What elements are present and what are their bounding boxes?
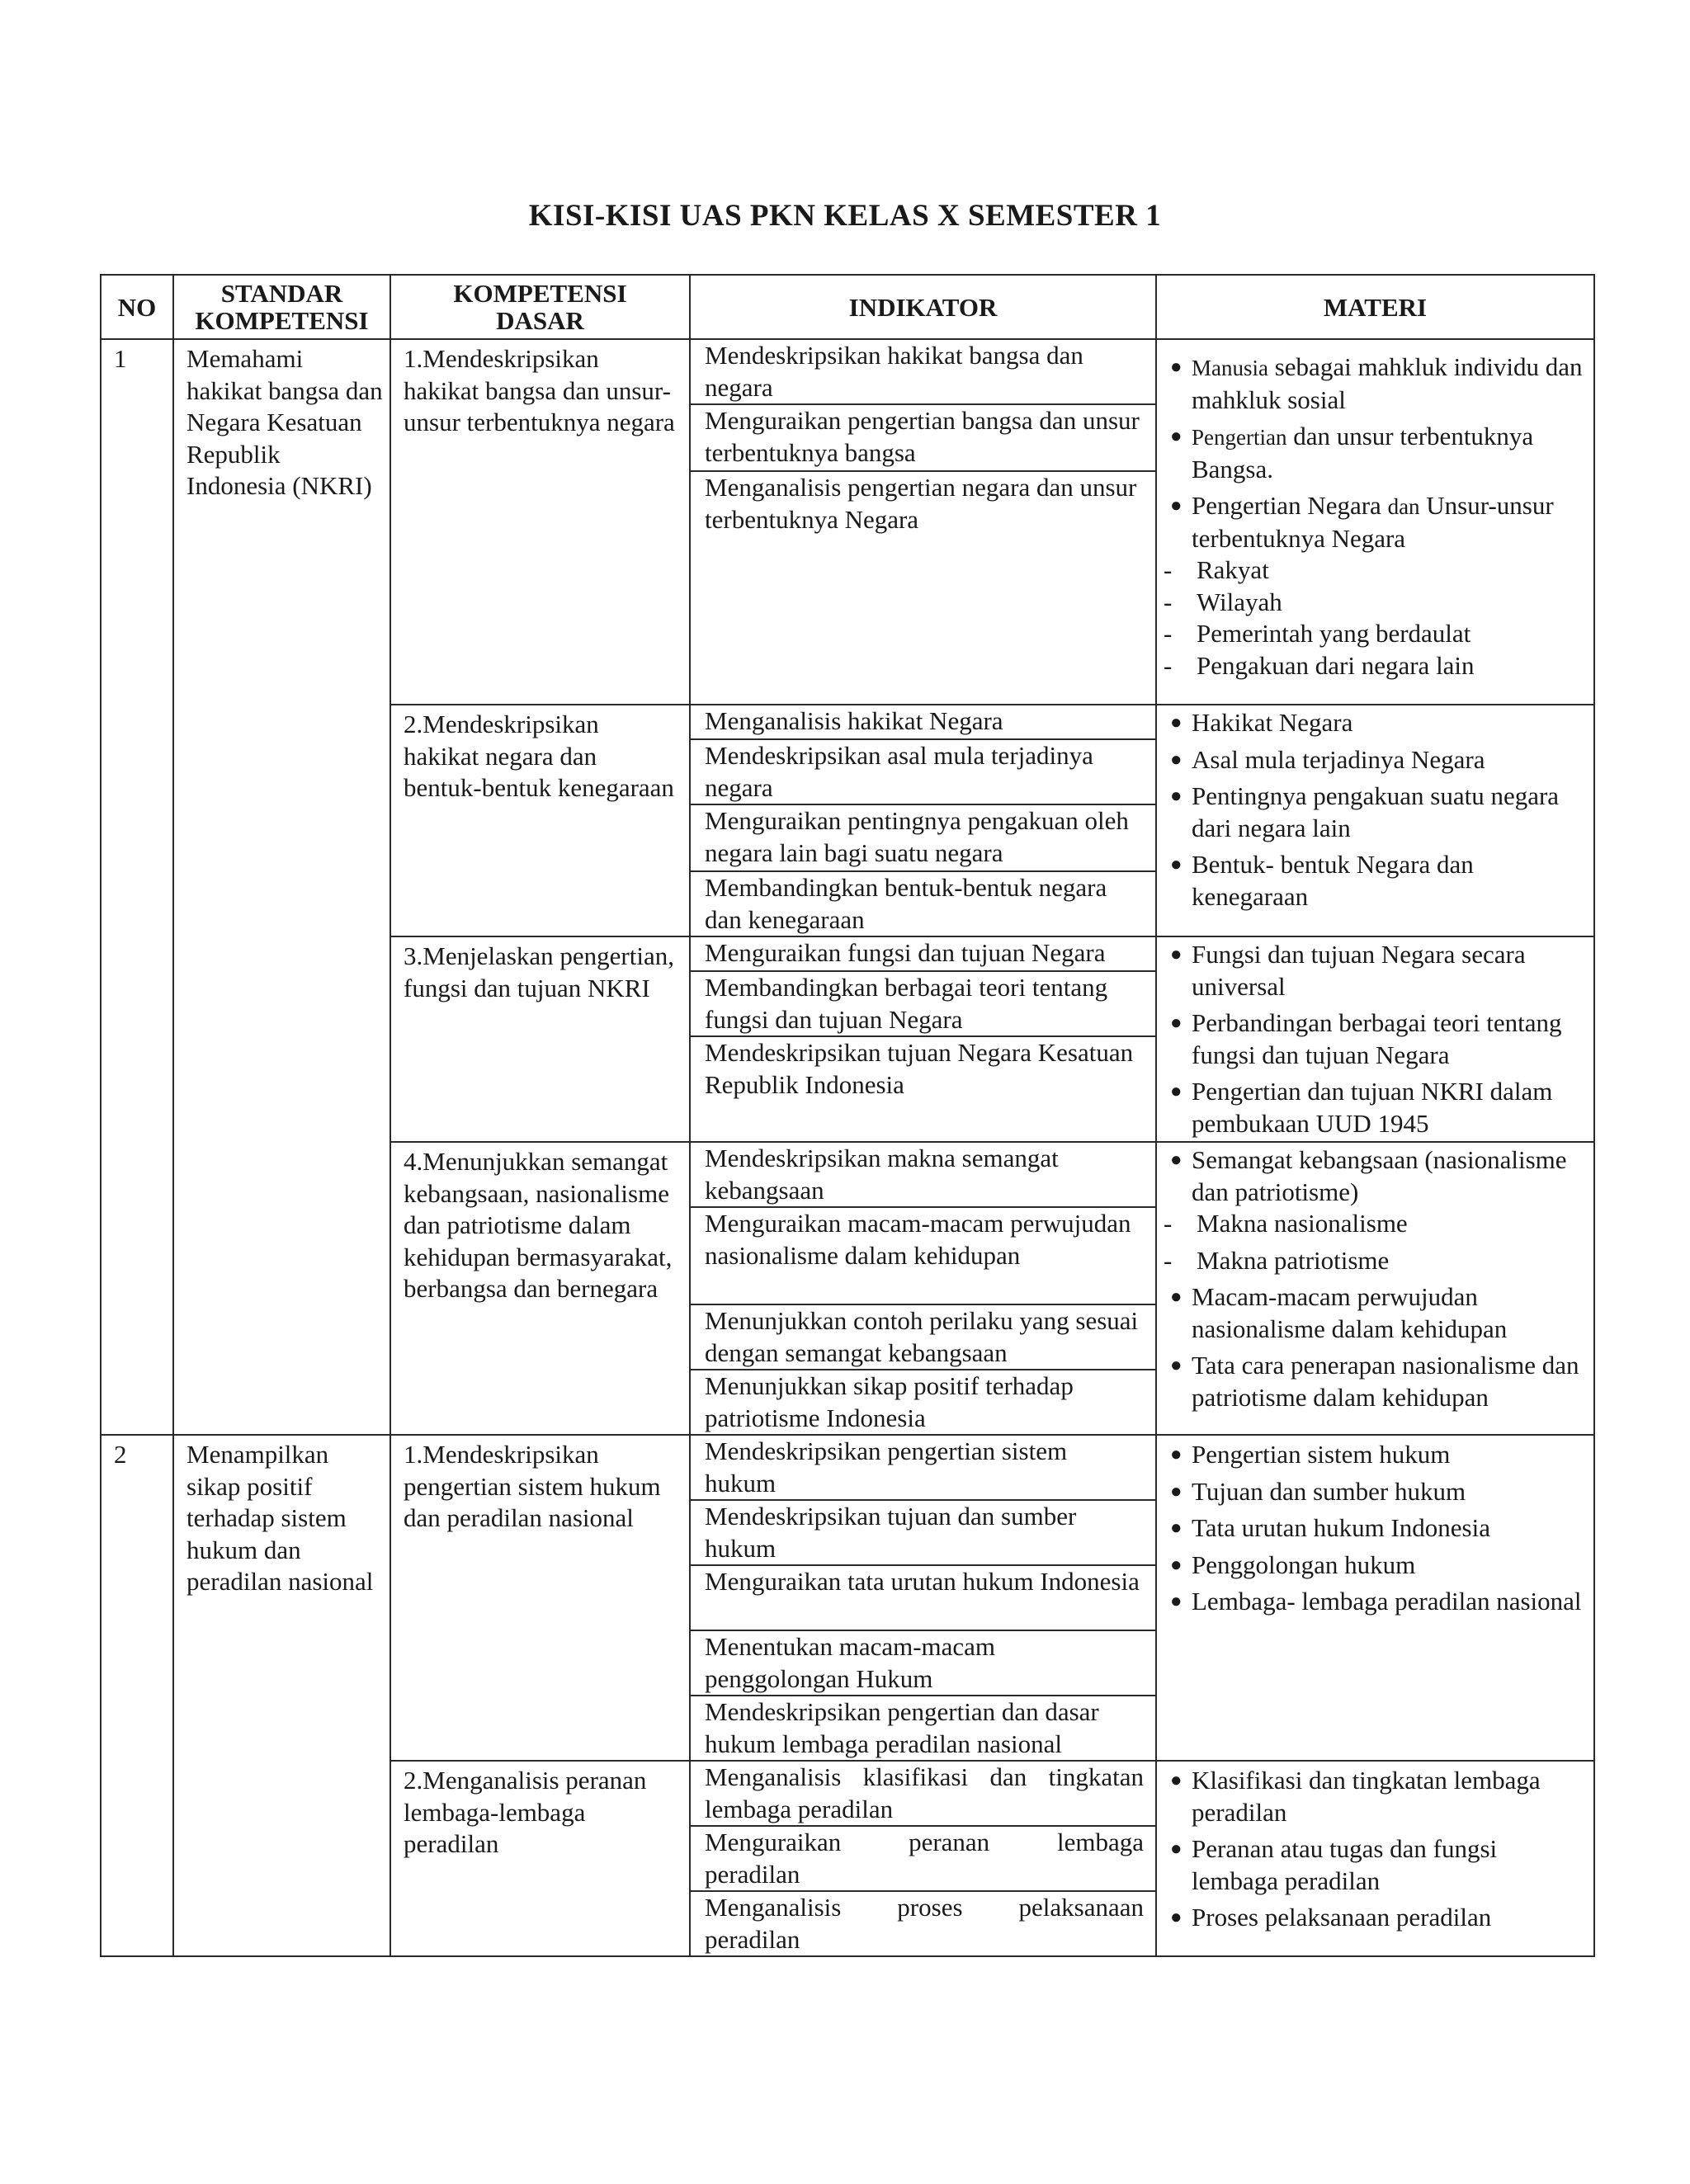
materi-item: ● Pengertian sistem hukum bbox=[1170, 1439, 1587, 1471]
no-cell: 1 bbox=[101, 339, 173, 1435]
bullet-icon: ● bbox=[1170, 944, 1183, 965]
materi-item: ● Pengertian dan tujuan NKRI dalam pembukaan UUD 1945 bbox=[1170, 1077, 1553, 1138]
materi-item: ● Perbandingan berbagai teori tentang fungsi dan tujuan Negara bbox=[1170, 1008, 1562, 1069]
materi-item: ● Bentuk- bentuk Negara dan kenegaraan bbox=[1170, 850, 1474, 911]
standar-kompetensi-cell: Menampilkan sikap positif terhadap sistem hukum dan peradilan nasional bbox=[173, 1435, 390, 1956]
materi-item: ● Hakikat Negara bbox=[1170, 707, 1587, 739]
materi-subitem: - Pemerintah yang berdaulat bbox=[1164, 619, 1471, 648]
indikator-item: Menguraikan pentingnya pengakuan oleh negara lain bagi suatu negara bbox=[691, 805, 1155, 872]
materi-cell bbox=[1156, 1761, 1594, 1956]
bullet-icon: ● bbox=[1170, 1770, 1183, 1791]
materi-item: ● Pengertian dan unsur terbentuknya Bangsa. bbox=[1170, 422, 1534, 483]
kisi-kisi-table bbox=[100, 274, 1595, 1957]
materi-item: ● Asal mula terjadinya Negara bbox=[1170, 744, 1587, 776]
bullet-icon: ● bbox=[1170, 1591, 1183, 1612]
bullet-icon: ● bbox=[1170, 712, 1183, 734]
indikator-item: Mendeskripsikan makna semangat kebangsaan bbox=[691, 1143, 1155, 1208]
materi-item: ● Penggolongan hukum bbox=[1170, 1550, 1587, 1582]
indikator-cell bbox=[690, 1435, 1156, 1761]
indikator-item: Mendeskripsikan tujuan Negara Kesatuan Republik Indonesia bbox=[705, 1038, 1134, 1099]
materi-cell bbox=[1156, 1435, 1594, 1761]
indikator-cell bbox=[690, 339, 1156, 705]
bullet-icon: ● bbox=[1170, 854, 1183, 875]
indikator-item: Mendeskripsikan pengertian dan dasar hukum lembaga peradilan nasional bbox=[705, 1697, 1099, 1758]
materi-cell bbox=[1156, 936, 1594, 1142]
indikator-item: Mendeskripsikan tujuan dan sumber hukum bbox=[691, 1501, 1155, 1566]
bullet-icon: ● bbox=[1170, 1907, 1183, 1928]
indikator-item: Menganalisis klasifikasi dan tingkatan lembaga peradilan bbox=[691, 1762, 1155, 1827]
bullet-icon: ● bbox=[1170, 1355, 1183, 1376]
indikator-item: Menunjukkan sikap positif terhadap patriotisme Indonesia bbox=[705, 1371, 1074, 1432]
indikator-item: Menguraikan peranan lembaga peradilan bbox=[691, 1827, 1155, 1892]
bullet-icon: ● bbox=[1170, 785, 1183, 807]
bullet-icon: ● bbox=[1170, 1838, 1183, 1860]
header-materi: MATERI bbox=[1156, 275, 1594, 339]
indikator-item: Mendeskripsikan asal mula terjadinya negara bbox=[691, 740, 1155, 805]
kompetensi-dasar-cell: 4.Menunjukkan semangat kebangsaan, nasionalisme dan patriotisme dalam kehidupan bermasyarakat, berbangsa dan bernegara bbox=[390, 1142, 690, 1435]
materi-item: ● Manusia sebagai mahkluk individu dan mahkluk sosial bbox=[1170, 352, 1583, 414]
materi-item: ● Tujuan dan sumber hukum bbox=[1170, 1476, 1587, 1508]
bullet-icon: ● bbox=[1170, 356, 1183, 378]
indikator-item: Menguraikan tata urutan hukum Indonesia bbox=[691, 1566, 1155, 1631]
indikator-item: Menentukan macam-macam penggolongan Hukum bbox=[691, 1631, 1155, 1696]
materi-cell bbox=[1156, 339, 1594, 705]
materi-item: ● Pentingnya pengakuan suatu negara dari negara lain bbox=[1170, 781, 1560, 842]
materi-item: ● Proses pelaksanaan peradilan bbox=[1170, 1902, 1587, 1934]
materi-item: ● Macam-macam perwujudan nasionalisme dalam kehidupan bbox=[1170, 1282, 1508, 1343]
kompetensi-dasar-cell: 3.Menjelaskan pengertian, fungsi dan tujuan NKRI bbox=[390, 936, 690, 1142]
indikator-cell bbox=[690, 936, 1156, 1142]
materi-item: ● Klasifikasi dan tingkatan lembaga peradilan bbox=[1170, 1766, 1541, 1827]
bullet-icon: ● bbox=[1170, 1081, 1183, 1102]
kompetensi-dasar-cell: 2.Menganalisis peranan lembaga-lembaga peradilan bbox=[390, 1761, 690, 1956]
standar-kompetensi-cell: Memahami hakikat bangsa dan Negara Kesatuan Republik Indonesia (NKRI) bbox=[173, 339, 390, 1435]
no-cell: 2 bbox=[101, 1435, 173, 1956]
materi-subitem: - Pengakuan dari negara lain bbox=[1164, 650, 1475, 680]
bullet-icon: ● bbox=[1170, 1517, 1183, 1539]
materi-subitem: - Makna nasionalisme bbox=[1164, 1209, 1408, 1238]
bullet-icon: ● bbox=[1170, 748, 1183, 771]
kompetensi-dasar-cell: 2.Mendeskripsikan hakikat negara dan bentuk-bentuk kenegaraan bbox=[390, 705, 690, 936]
header-row bbox=[101, 275, 1594, 339]
indikator-item: Menguraikan fungsi dan tujuan Negara bbox=[691, 937, 1155, 972]
indikator-item: Membandingkan berbagai teori tentang fungsi dan tujuan Negara bbox=[691, 972, 1155, 1037]
materi-cell bbox=[1156, 705, 1594, 936]
indikator-cell bbox=[690, 1761, 1156, 1956]
bullet-icon: ● bbox=[1170, 495, 1183, 517]
materi-item: ● Semangat kebangsaan (nasionalisme dan patriotisme) bbox=[1170, 1145, 1567, 1206]
indikator-item: Menganalisis pengertian negara dan unsur terbentuknya Negara bbox=[705, 473, 1137, 534]
bullet-icon: ● bbox=[1170, 1149, 1183, 1171]
document-title: KISI-KISI UAS PKN KELAS X SEMESTER 1 bbox=[528, 199, 1162, 233]
bullet-icon: ● bbox=[1170, 1480, 1183, 1502]
materi-subitem: - Rakyat bbox=[1164, 555, 1269, 584]
materi-subitem: - Makna patriotisme bbox=[1164, 1245, 1390, 1275]
indikator-cell bbox=[690, 1142, 1156, 1435]
materi-subitem: - Wilayah bbox=[1164, 587, 1282, 616]
indikator-item: Menganalisis hakikat Negara bbox=[691, 705, 1155, 740]
materi-item: ● Peranan atau tugas dan fungsi lembaga peradilan bbox=[1170, 1834, 1498, 1895]
bullet-icon: ● bbox=[1170, 1444, 1183, 1465]
materi-item: ● Pengertian Negara dan Unsur-unsur terbentuknya Negara bbox=[1170, 491, 1554, 553]
table-row bbox=[101, 339, 1594, 705]
header-standar-kompetensi: STANDAR KOMPETENSI bbox=[173, 275, 390, 339]
materi-cell bbox=[1156, 1142, 1594, 1435]
bullet-icon: ● bbox=[1170, 1554, 1183, 1576]
header-no: NO bbox=[101, 275, 173, 339]
indikator-item: Menguraikan macam-macam perwujudan nasionalisme dalam kehidupan bbox=[691, 1208, 1155, 1305]
bullet-icon: ● bbox=[1170, 1286, 1183, 1308]
indikator-item: Menguraikan pengertian bangsa dan unsur terbentuknya bangsa bbox=[691, 405, 1155, 472]
header-indikator: INDIKATOR bbox=[690, 275, 1156, 339]
indikator-item: Mendeskripsikan pengertian sistem hukum bbox=[691, 1436, 1155, 1501]
indikator-item: Mendeskripsikan hakikat bangsa dan negara bbox=[691, 340, 1155, 405]
bullet-icon: ● bbox=[1170, 1012, 1183, 1034]
materi-item: ● Fungsi dan tujuan Negara secara universal bbox=[1170, 940, 1526, 1001]
indikator-cell bbox=[690, 705, 1156, 936]
kompetensi-dasar-cell: 1.Mendeskripsikan pengertian sistem hukum dan peradilan nasional bbox=[390, 1435, 690, 1761]
table-row bbox=[101, 1435, 1594, 1761]
kompetensi-dasar-cell: 1.Mendeskripsikan hakikat bangsa dan unsur-unsur terbentuknya negara bbox=[390, 339, 690, 705]
materi-item: ● Tata cara penerapan nasionalisme dan patriotisme dalam kehidupan bbox=[1170, 1351, 1579, 1412]
indikator-item: Menunjukkan contoh perilaku yang sesuai dengan semangat kebangsaan bbox=[691, 1305, 1155, 1370]
materi-item: ● Tata urutan hukum Indonesia bbox=[1170, 1512, 1587, 1545]
indikator-item: Membandingkan bentuk-bentuk negara dan kenegaraan bbox=[705, 873, 1107, 934]
materi-item: ● Lembaga- lembaga peradilan nasional bbox=[1170, 1586, 1587, 1618]
bullet-icon: ● bbox=[1170, 426, 1183, 447]
header-kompetensi-dasar: KOMPETENSI DASAR bbox=[390, 275, 690, 339]
indikator-item: Menganalisis proses pelaksanaan peradilan bbox=[705, 1893, 1144, 1954]
